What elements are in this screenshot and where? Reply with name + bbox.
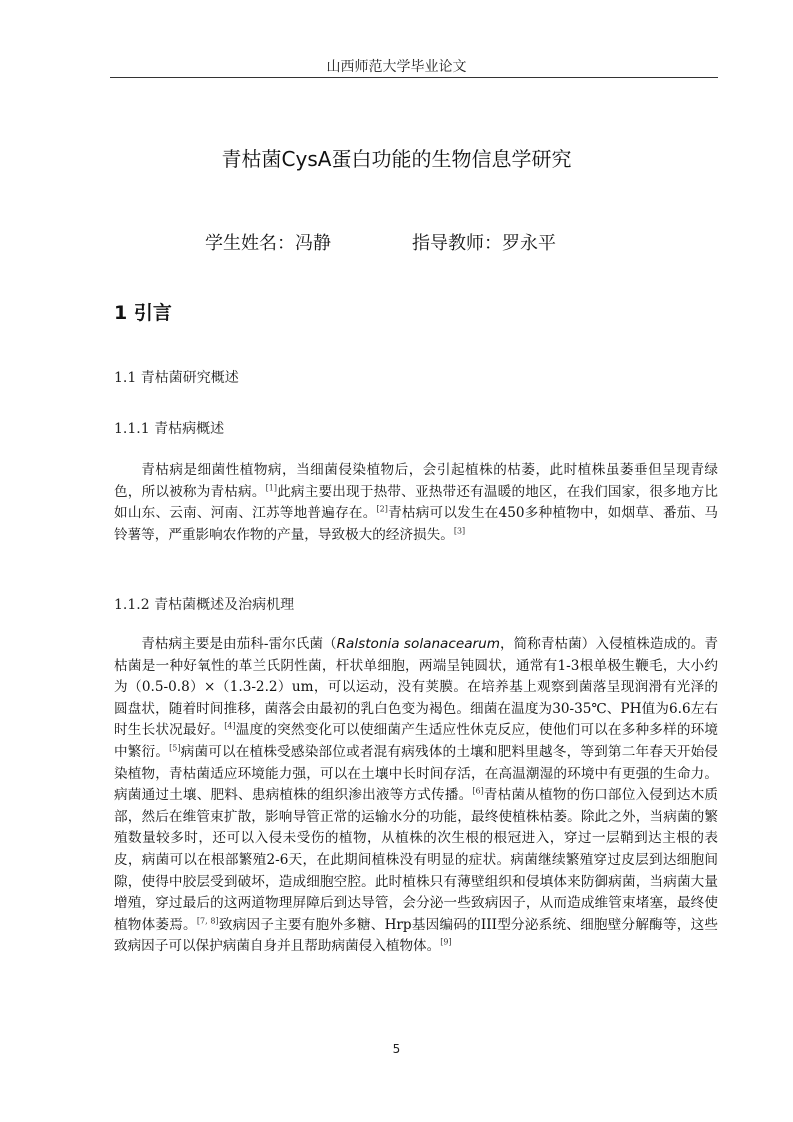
student-name: 学生姓名：冯静 <box>205 233 331 254</box>
citation-7-8[interactable]: [7, 8] <box>196 916 219 926</box>
advisor-name: 指导教师：罗永平 <box>412 233 556 254</box>
para2-text-5: 青枯菌从植物的伤口部位入侵到达木质部，然后在维管束扩散，影响导管正常的运输水分的功能，最终使植株枯萎。除此之外，当病菌的繁殖数量较多时，还可以入侵未受伤的植物，从植株的次生根的根冠进入，穿过一层鞘到达主根的表皮，病菌可以在根部繁殖2-6天，在此期间植株没有明显的症状。病菌继续繁殖穿过皮层到达细胞间隙，使得中胶层受到破坏，造成细胞空腔。此时植株只有薄壁组织和侵填体来防御病菌，当病菌大量增殖，穿过最后的这两道物理屏障后到达导管，会分泌一些致病因子，从而造成维管束堵塞，最终使植物体萎焉。 <box>114 787 719 933</box>
citation-3[interactable]: [3] <box>453 526 466 536</box>
author-line <box>205 229 556 255</box>
section-heading-1-1: 1.1 青枯菌研究概述 <box>114 370 239 386</box>
citation-4[interactable]: [4] <box>224 721 236 731</box>
running-header: 山西师范大学毕业论文 <box>326 59 467 75</box>
section-heading-1: 1 引言 <box>114 302 172 324</box>
page-number: 5 <box>392 1042 401 1056</box>
section-heading-1-1-1: 1.1.1 青枯病概述 <box>114 421 225 437</box>
para2-text-2: ，简称青枯菌）入侵植株造成的。青枯菌是一种好氧性的革兰氏阴性菌，杆状单细胞，两端呈钝圆状，通常有1-3根单极生鞭毛，大小约为（0.5-0.8）×（1.3-2.2）um，可以运动，没有荚膜。在培养基上观察到菌落呈现润滑有光泽的圆盘状，随着时间推移，菌落会由最初的乳白色变为褐色。细菌在温度为30-35℃、PH值为6.6左右时生长状况最好。 <box>114 636 719 739</box>
paragraph-blight-overview <box>114 460 718 546</box>
citation-6[interactable]: [6] <box>472 786 484 796</box>
para2-text-6: 致病因子主要有胞外多糖、Hrp基因编码的III型分泌系统、细胞壁分解酶等，这些致病因子可以保护病菌自身并且帮助病菌侵入植物体。 <box>114 916 718 955</box>
para2-text-3: 温度的突然变化可以使细菌产生适应性休克反应，使他们可以在多种多样的环境中繁衍。 <box>114 722 719 760</box>
species-name: Ralstonia solanacearum <box>336 636 501 652</box>
citation-5[interactable]: [5] <box>169 743 181 753</box>
paper-title: 青枯菌CysA蛋白功能的生物信息学研究 <box>221 147 572 171</box>
citation-2[interactable]: [2] <box>376 504 388 514</box>
para1-text-1: 青枯病是细菌性植物病，当细菌侵染植物后，会引起植株的枯萎，此时植株虽萎垂但呈现青绿色，所以被称为青枯病。 <box>114 462 718 500</box>
section-heading-1-1-2: 1.1.2 青枯菌概述及治病机理 <box>114 597 295 613</box>
citation-1[interactable]: [1] <box>265 483 277 493</box>
para1-text-3: 青枯病可以发生在450多种植物中，如烟草、番茄、马铃薯等，严重影响农作物的产量，导致极大的经济损失。 <box>114 505 718 543</box>
para2-text-4: 病菌可以在植株受感染部位或者混有病残体的土壤和肥料里越冬，等到第二年春天开始侵染植物，青枯菌适应环境能力强，可以在土壤中长时间存活，在高温潮湿的环境中有更强的生命力。病菌通过土壤、肥料、患病植株的组织渗出液等方式传播。 <box>114 743 719 804</box>
paragraph-pathogen-mechanism <box>114 634 718 958</box>
citation-9[interactable]: [9] <box>440 937 452 947</box>
header-rule <box>110 77 718 78</box>
para1-text-2: 此病主要出现于热带、亚热带还有温暖的地区，在我们国家，很多地方比如山东、云南、河南、江苏等地普遍存在。 <box>114 483 718 522</box>
para2-text-1: 青枯病主要是由茄科-雷尔氏菌（ <box>141 636 337 652</box>
